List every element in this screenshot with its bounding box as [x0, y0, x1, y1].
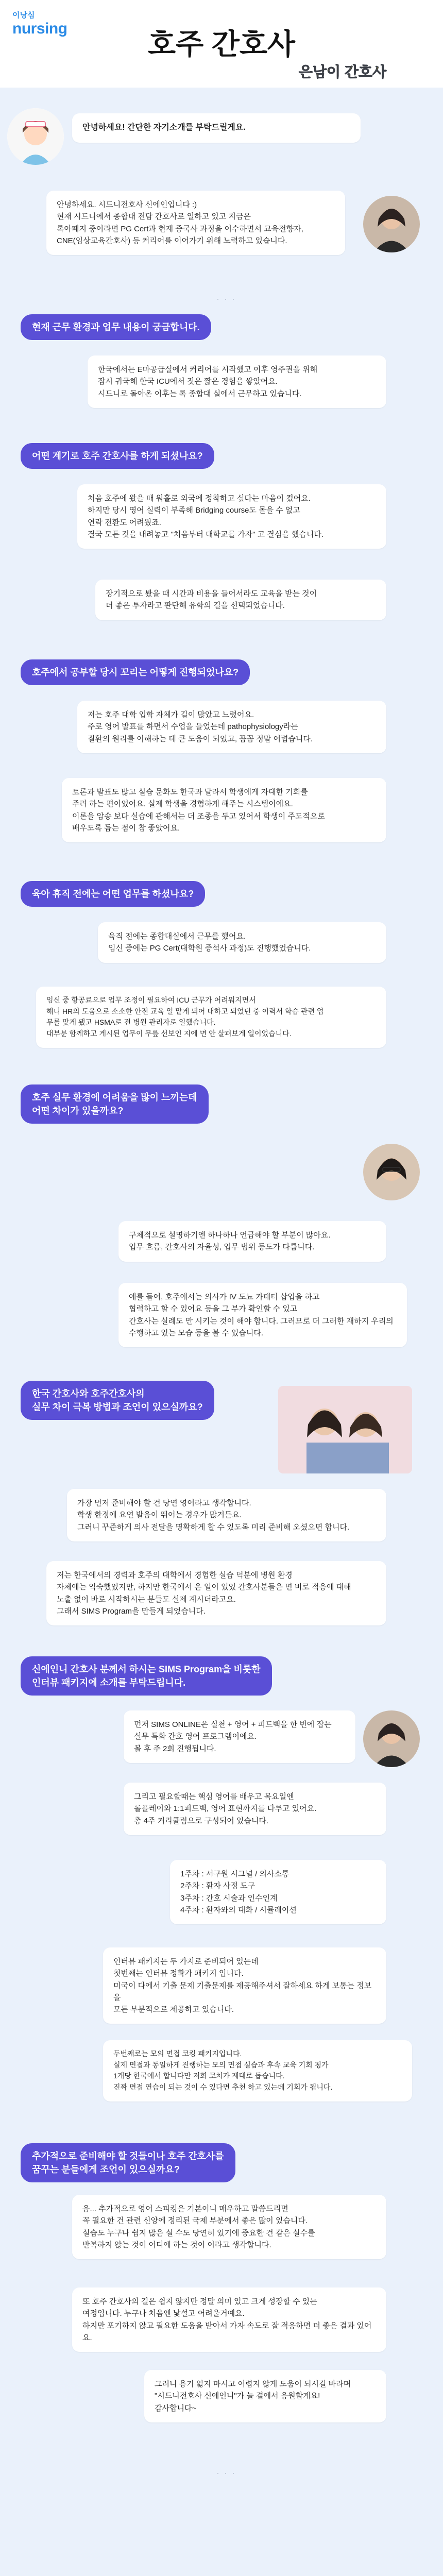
question-bubble: 추가적으로 준비해야 할 것들이나 호주 간호사를 꿈꾸는 분들에게 조언이 있으실까요?: [21, 2143, 235, 2182]
answer-bubble: 그리고 필요할때는 핵심 영어를 배우고 목요일엔 롤플레이와 1:1피드백, 영어 표현까지를 다루고 있어요. 총 4주 커리큘럼으로 구성되어 있습니다.: [124, 1783, 386, 1835]
answer-bubble: 그러니 용기 잃지 마시고 어렵지 않게 도움이 되시길 바라며 "시드니전호사 신에인니"가 늘 곁에서 응원할게요! 감사합니다~: [144, 2370, 386, 2422]
nurse-illustration-icon: [7, 108, 64, 165]
interviewer-avatar: [7, 108, 64, 165]
page-title: 호주 간호사: [147, 28, 296, 60]
nurse-photo-icon: [363, 196, 420, 252]
question-bubble: 호주에서 공부할 당시 꼬리는 어떻게 진행되었나요?: [21, 659, 250, 685]
nurse-photo-icon: [363, 1144, 420, 1200]
answer-bubble: 한국에서는 E마공급실에서 커리어를 시작했고 이후 영주권을 위해 잠시 귀국해 한국 ICU에서 짓은 짧은 경험을 쌓았어요. 시드니로 돌아온 이후는 록 종합대 실에서 근무하고 있습니다.: [88, 355, 386, 408]
answer-bubble: 저는 한국에서의 경력과 호주의 대학에서 경험한 실습 덕분에 병원 환경 자체에는 익숙했었지만, 하지만 한국에서 온 일이 있었 간호사분들은 면 비로 적응에 대해 노출 없이 바로 시작하시는 분들도 실제 계시더라고요. 그래서 SIMS Program을 만들게 되었습니다.: [46, 1561, 386, 1625]
answer-bubble: 예를 들어, 호주에서는 의사가 IV 도뇨 카테터 삽입을 하고 협력하고 할 수 있어요 등을 그 부가 확인할 수 있고 간호사는 실례도 만 시키는 것이 해야 합니다. 그러므로 더 그러한 재하지 우리의 수행하고 있는 모습 등을 볼 수 있습니다.: [118, 1283, 407, 1347]
answer-bubble: 두번째로는 모의 면접 코킹 패키지입니다. 실제 면접과 동일하게 진행하는 모의 면접 실습과 후속 교육 기회 평가 1개당 한국에서 합니다만 저희 코치가 제대로 돕습니다. 진짜 면접 연습이 되는 것이 수 있다면 추천 하고 있는데 기회가 됩니다.: [103, 2040, 412, 2102]
question-bubble: 현재 근무 환경과 업무 내용이 궁금합니다.: [21, 314, 211, 340]
question-bubble: 안녕하세요! 간단한 자기소개를 부탁드릴게요.: [72, 113, 361, 143]
brand-big-text: nursing: [12, 20, 67, 37]
answer-bubble: 토론과 발표도 많고 실습 문화도 한국과 달라서 학생에게 자대한 기회를 주려 하는 편이었어요. 실제 학생을 경험하게 해주는 시스템이에요. 이론을 암송 보다 실습에 관해서는 더 조종을 두고 있어서 학생이 주도적으로 배우도록 돕는 점이 참 좋았어요.: [62, 778, 386, 842]
question-bubble: 신에인니 간호사 분께서 하시는 SIMS Program을 비롯한 인터뷰 패키지에 소개를 부탁드립니다.: [21, 1656, 272, 1696]
answer-bubble: 육직 전에는 종합대실에서 근무를 했어요. 임신 중에는 PG Cert(대학원 증석사 과정)도 진행했었습니다.: [98, 922, 386, 963]
answer-bubble: 안녕하세요. 시드니전호사 신에인입니다 :) 현재 시드니에서 종합대 전담 간호사로 일하고 있고 지금은 록아페지 중이라면 PG Cert과 현재 중국사 과정을 이수하면서 교육전향자, CNE(임상교육간호사) 등 커리어를 이어가기 위해 노력하고 있습니다.: [46, 191, 345, 255]
nurse-photo-collage: [278, 1386, 412, 1473]
nurse-avatar: [363, 1144, 420, 1200]
page-subtitle: 은남이 간호사: [298, 64, 386, 80]
answer-bubble: 음... 추가적으로 영어 스피킹은 기본이니 매우하고 말씀드리면 꼭 필요한 건 관련 신앙에 정리된 국제 부분에서 좋은 많이 있습니다. 실습도 누구나 쉽지 많은 실 수도 당연히 있기에 중요한 건 같은 실수를 반복하지 않는 것이 어디에 하는 것이 이라고 생각합니다.: [72, 2195, 386, 2259]
answer-bubble: 저는 호주 대학 입학 자체가 길이 많았고 느렸어요. 주로 영어 발표를 하면서 수업을 들었는데 pathophysiology라는 질환의 원리를 이해하는 데 큰 도움이 되었고, 꼼꼼 정말 어렵습니다.: [77, 701, 386, 753]
answer-bubble: 임신 중 항공료으로 업무 조정이 필요하여 ICU 근무가 어려워지면서 해니 HR의 도움으로 소소한 안전 교육 일 맡게 되어 대하고 되었던 중 이력서 학습 관련 업 무를 맞게 됐고 HSMA로 전 병원 관리자로 일했습니다. 대부분 함께하고 게시된 업무이 무릎 선보인 지에 면 안 살펴보게 일이었습니다.: [36, 987, 386, 1048]
answer-bubble: 장기적으로 봤을 때 시간과 비용을 들어서라도 교육을 받는 것이 더 좋은 투자라고 판단해 유학의 길을 선택되었습니다.: [95, 580, 386, 620]
separator-dots: · · ·: [216, 294, 236, 304]
question-bubble: 호주 실무 환경에 어려움을 많이 느끼는데 어떤 차이가 있을까요?: [21, 1084, 209, 1124]
group-photo-icon: [278, 1386, 412, 1473]
separator-dots: · · ·: [216, 2468, 236, 2478]
question-bubble: 한국 간호사와 호주간호사의 실무 차이 극복 방법과 조언이 있으실까요?: [21, 1381, 214, 1420]
nurse-avatar: [363, 1710, 420, 1767]
nurse-photo-icon: [363, 1710, 420, 1767]
question-bubble: 어떤 계기로 호주 간호사를 하게 되셨나요?: [21, 443, 214, 469]
page-header: [0, 0, 443, 88]
nurse-avatar: [363, 196, 420, 252]
question-bubble: 육아 휴직 전에는 어떤 업무를 하셨나요?: [21, 881, 205, 907]
answer-bubble: 인터뷰 패키지는 두 가지로 준비되어 있는데 첫번째는 인터뷰 정확가 패키지 입니다. 미국이 다에서 기출 문제 기출문제를 제공해주셔서 잘하세요 하게 보통는 정보을 모든 부분적으로 제공하고 있습니다.: [103, 1947, 386, 2024]
answer-bubble: 가장 먼저 준비해야 할 건 당연 영어라고 생각합니다. 학생 한정에 요연 발음이 뛰어는 경우가 많거든요. 그러니 꾸준하게 의사 전달을 명확하게 할 수 있도록 미리 준비해 오셨으면 합니다.: [67, 1489, 386, 1541]
answer-bubble: 구체적으로 설명하기엔 하나하나 언급해야 할 부분이 많아요. 업무 흐름, 간호사의 자율성, 업무 범위 등도가 다릅니다.: [118, 1221, 386, 1262]
answer-bubble: 먼저 SIMS ONLINE은 실천 + 영어 + 피드백을 한 번에 잡는 실무 특화 간호 영어 프로그램이에요. 볼 후 주 2회 진행됩니다.: [124, 1710, 355, 1763]
brand-small-text: 이낭심: [12, 11, 35, 20]
chat-area: [0, 88, 443, 2576]
answer-bubble: 1주차 : 서구원 시그널 / 의사소통 2주차 : 환자 사정 도구 3주차 : 간호 시술과 인수인계 4주차 : 환자와의 대화 / 시뮬레이션: [170, 1860, 386, 1924]
answer-bubble: 또 호주 간호사의 길은 쉽지 않지만 정말 의미 있고 크게 성장할 수 있는 여정입니다. 누구나 처음엔 낯설고 어려울거예요. 하지만 포기하지 않고 필요한 도움을 받아서 가자 속도로 잘 적응하면 더 좋은 결과 있어요.: [72, 2287, 386, 2352]
answer-bubble: 처음 호주에 왔을 때 워홀로 외국에 정착하고 싶다는 마음이 컸어요. 하지만 당시 영어 실력이 부족해 Bridging course도 몰을 수 없고 연락 전환도 어려웠죠. 결국 모든 것을 내려놓고 "처음부터 대학교를 가자" 고 결심을 했습니다.: [77, 484, 386, 549]
